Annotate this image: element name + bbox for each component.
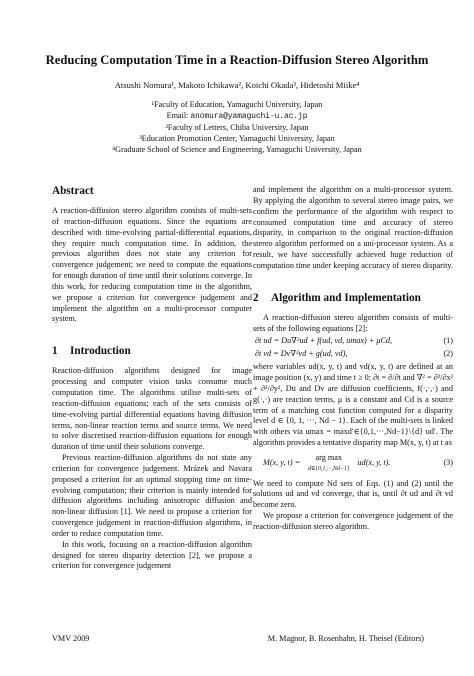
abstract-text: A reaction-diffusion stereo algorithm consists of multi-sets of reaction-diffusion equations. Since the equations are described with time-evolving partial-differential equations, they require much computation time. In addition, the previous algorithm does not state any criterion for convergence judgement; we need to compute the equations for enough duration of time until their solutions converge. In this work, for reducing computation time in the algorithm, we propose a criterion for convergence judgement and implement the algorithm on a multi-processor computer system. bbox=[52, 206, 252, 324]
affiliation-3: ³Education Promotion Center, Yamaguchi University, Japan bbox=[139, 133, 335, 143]
equation-2-body: ∂t vd = Dv∇²vd + g(ud, vd), bbox=[255, 349, 348, 359]
email-line bbox=[0, 111, 474, 123]
intro-paragraph-2: Previous reaction-diffusion algorithms do not state any criterion for convergence judgement. Mrázek and Navara proposed a criterion for an optimal stopping time on time-evolving computation; their criterion is mainly intended for diffusion algorithms including anisotropic diffusion and non-linear diffusion [1]. We need to propose a criterion for convergence judgement in reaction-diffusion algorithms, in order to reduce computation time. bbox=[52, 453, 252, 538]
equation-3-number: (3) bbox=[443, 458, 453, 468]
proposal-paragraph: We propose a criterion for convergence judgement of the reaction-diffusion stereo algorithm. bbox=[253, 511, 453, 531]
intro-number: 1 bbox=[52, 345, 58, 358]
abstract-heading: Abstract bbox=[52, 185, 94, 197]
intro-paragraph-3: In this work, focusing on a reaction-diffusion algorithm designed for stereo disparity detection [2], we propose a criterion for convergence judgement bbox=[52, 539, 252, 571]
page-footer bbox=[52, 634, 424, 643]
equation-1 bbox=[253, 336, 453, 347]
email-address[interactable]: anomura@yamaguchi-u.ac.jp bbox=[190, 112, 308, 121]
argmax-label: arg max bbox=[315, 452, 342, 462]
affiliation-1: ¹Faculty of Education, Yamaguchi University, Japan bbox=[151, 100, 323, 109]
equation-3 bbox=[253, 453, 453, 475]
section2-title: Algorithm and Implementation bbox=[271, 291, 421, 304]
footer-editors: M. Magnor, B. Rosenhahn, H. Theisel (Editors) bbox=[267, 634, 424, 643]
equation-2-number: (2) bbox=[443, 349, 453, 359]
paper-title: Reducing Computation Time in a Reaction-Diffusion Stereo Algorithm bbox=[45, 53, 429, 67]
footer-venue: VMV 2009 bbox=[52, 634, 90, 643]
intro-title: Introduction bbox=[70, 345, 131, 358]
argmax-subscript: d∈{0,1,···,Nd−1} bbox=[308, 465, 350, 472]
right-column bbox=[253, 185, 453, 533]
affiliations bbox=[0, 100, 474, 156]
affiliation-2: ²Faculty of Letters, Chiba University, Japan bbox=[165, 122, 309, 132]
algorithm-intro: A reaction-diffusion stereo algorithm consists of multi-sets of the following equations [2]: bbox=[253, 312, 453, 333]
equation-3-lhs: M(x, y, t) = bbox=[263, 458, 301, 468]
equation-2 bbox=[253, 349, 453, 360]
variables-paragraph: where variables ud(x, y, t) and vd(x, y, t) are defined at an image position (x, y) and time t ≥ 0; ∂t = ∂/∂t and ∇² = ∂²/∂x² + ∂²/∂y², Du and Dv are diffusion coefficients, f(·,·,·) and g(·,·) are reaction terms, μ is a constant and Cd is a source term of a matching cost function computed for a disparity level d ∈ {0, 1, ···, Nd − 1}. Each of the multi-sets is linked with others via umax = maxd′∈{0,1,···,Nd−1}\{d} ud′. The algorithm provides a tentative disparity map M(x, y, t) at t as bbox=[253, 362, 453, 448]
section2-heading bbox=[253, 292, 453, 305]
left-column bbox=[52, 185, 252, 572]
intro-paragraph-1: Reaction-diffusion algorithms designed for image processing and computer vision tasks consume much computation time. The algorithms utilise multi-sets of reaction-diffusion equations; each of the sets consists of time-evolving partial differential equations having diffusion terms, non-linear reaction terms and source terms. We need to solve discretised reaction-diffusion equations for enough duration of time until their solutions converge. bbox=[52, 366, 252, 452]
argmax-operator bbox=[308, 453, 349, 475]
intro-heading bbox=[52, 345, 252, 358]
intro-continued: and implement the algorithm on a multi-processor system. By applying the algorithm to several stereo image pairs, we confirm the performance of the algorithm with respect to consumed computation time and accuracy of stereo disparity, in comparison to the original reaction-diffusion stereo algorithm performed on a uni-processor system. As a result, we have successfully achieved huge reduction of computation time under keeping accuracy of stereo disparity. bbox=[253, 185, 453, 270]
author-list: Atsushi Nomura¹, Makoto Ichikawa², Koichi Okada³, Hidetoshi Miike⁴ bbox=[114, 80, 360, 90]
affiliation-4: ⁴Graduate School of Science and Engineering, Yamaguchi University, Japan bbox=[112, 144, 362, 154]
email-label: Email: bbox=[166, 110, 191, 120]
equation-1-number: (1) bbox=[443, 336, 453, 346]
equation-1-body: ∂t ud = Du∇²ud + f(ud, vd, umax) + μCd, bbox=[255, 336, 393, 346]
convergence-paragraph: We need to compute Nd sets of Eqs. (1) and (2) until the solutions ud and vd converge, that is, until ∂t ud and ∂t vd become zero. bbox=[253, 478, 453, 510]
section2-number: 2 bbox=[253, 291, 259, 304]
equation-3-rhs: ud(x, y, t). bbox=[357, 458, 391, 468]
